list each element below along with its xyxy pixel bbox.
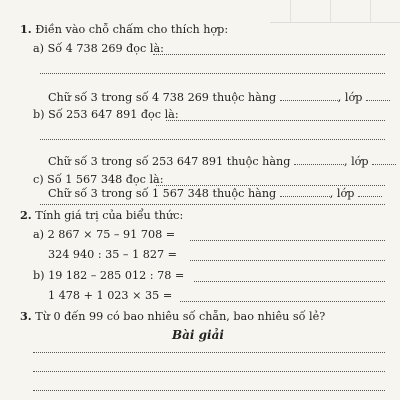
table-bleed-through [270,0,400,23]
question-1-title [20,22,228,37]
q1b-place-blank[interactable] [294,155,344,165]
q1b-digit-row: Chữ số 3 trong số 253 647 891 thuộc hàng , lớp [48,155,396,169]
q1c-answer-line-2[interactable] [40,204,385,205]
question-3-title [20,309,325,324]
q2a-expr-1: a) 2 867 × 75 – 91 708 = [33,228,176,241]
question-2-title [20,208,183,223]
q1a-digit-label: Chữ số 3 trong số 4 738 269 thuộc hàng [48,91,277,104]
q1c-digit-label: Chữ số 3 trong số 1 567 348 thuộc hàng [48,187,277,200]
q2b-expr-2: 1 478 + 1 023 × 35 = [48,289,173,302]
q1b-digit-label: Chữ số 3 trong số 253 647 891 thuộc hàng [48,155,291,168]
q1a-class-blank[interactable] [366,91,390,101]
question-3-number: 3. [20,309,32,323]
q1b-answer-line-2[interactable] [40,139,385,140]
solution-heading: Bài giải [172,328,224,342]
question-1-prompt: Điền vào chỗ chấm cho thích hợp: [35,23,229,36]
q1c-class-blank[interactable] [358,187,382,197]
q1b-class-label: lớp [351,155,369,168]
solution-line-3[interactable] [33,390,385,391]
q2a-answer-line-1[interactable] [190,240,385,241]
q2b-answer-line-1[interactable] [194,281,385,282]
question-2-number: 2. [20,208,32,222]
q1b-answer-line-1[interactable] [166,120,385,121]
q1b-read-label: b) Số 253 647 891 đọc là: [33,108,179,121]
q2b-answer-line-2[interactable] [180,301,385,302]
solution-line-1[interactable] [33,352,385,353]
q2b-expr-1: b) 19 182 – 285 012 : 78 = [33,269,185,282]
q1a-place-blank[interactable] [280,91,338,101]
q2a-expr-2: 324 940 : 35 – 1 827 = [48,248,178,261]
q1c-read-label: c) Số 1 567 348 đọc là: [33,173,164,186]
q1c-place-blank[interactable] [280,187,330,197]
q1c-class-label: lớp [336,187,355,200]
q1a-digit-row: Chữ số 3 trong số 4 738 269 thuộc hàng , lớp [48,91,390,105]
q1a-read-label: a) Số 4 738 269 đọc là: [33,42,164,55]
q1c-answer-line-1[interactable] [156,185,385,186]
q1c-digit-row-visible: Chữ số 3 trong số 1 567 348 thuộc hàng , lớp [48,187,382,201]
question-3-prompt: Từ 0 đến 99 có bao nhiêu số chẵn, bao nhiêu số lẻ? [35,310,326,323]
q1a-answer-line-2[interactable] [40,73,385,74]
solution-line-2[interactable] [33,371,385,372]
q1a-answer-line-1[interactable] [153,54,385,55]
q1a-class-label: lớp [344,91,363,104]
q1b-class-blank[interactable] [372,155,396,165]
question-1-number: 1. [20,22,32,36]
q2a-answer-line-2[interactable] [190,260,385,261]
question-2-prompt: Tính giá trị của biểu thức: [35,209,184,222]
